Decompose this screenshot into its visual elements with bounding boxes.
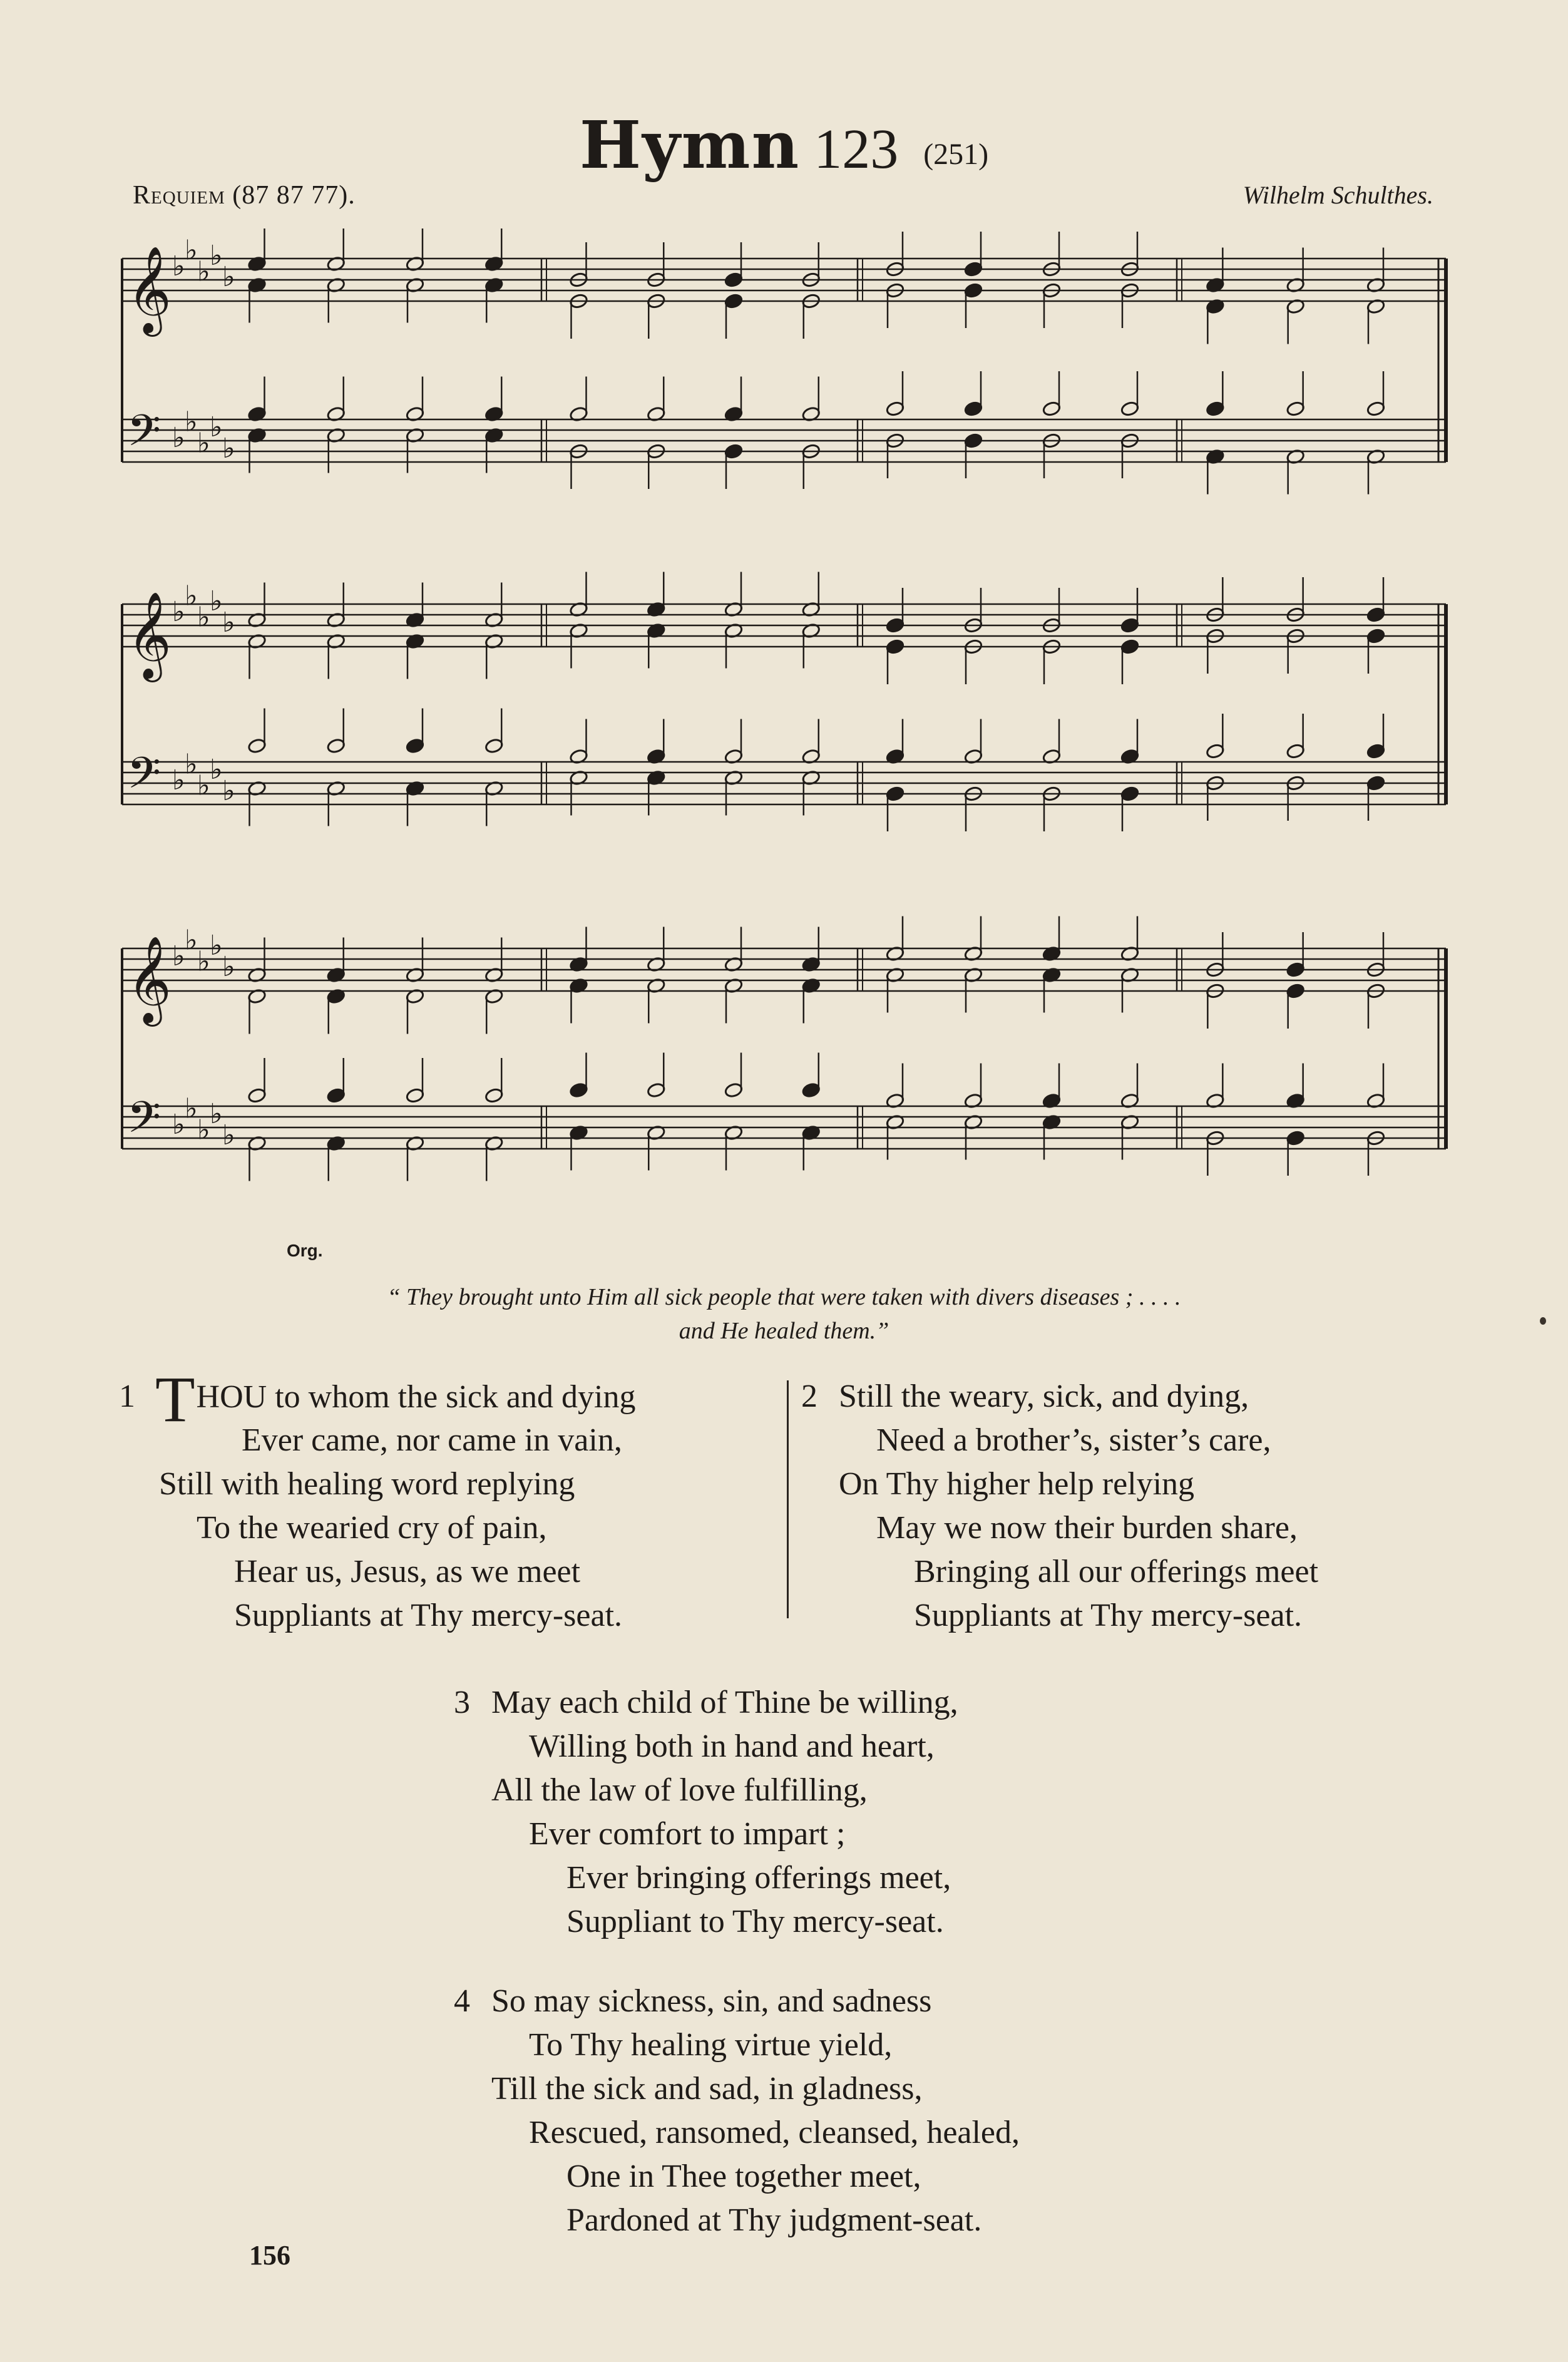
note-head bbox=[247, 738, 267, 754]
treble-clef: 𝄞 bbox=[127, 246, 172, 333]
flat-sign: ♭ bbox=[172, 1109, 185, 1141]
flat-sign: ♭ bbox=[172, 250, 185, 282]
flat-sign: ♭ bbox=[197, 945, 210, 978]
verse-line: Still with healing word replying bbox=[159, 1466, 575, 1502]
flat-sign: ♭ bbox=[222, 433, 235, 465]
flat-sign: ♭ bbox=[222, 607, 235, 639]
flat-sign: ♭ bbox=[172, 940, 185, 972]
verse-line: Hear us, Jesus, as we meet bbox=[234, 1554, 581, 1589]
flat-sign: ♭ bbox=[172, 422, 185, 454]
flat-sign: ♭ bbox=[222, 1119, 235, 1151]
flat-sign: ♭ bbox=[222, 951, 235, 983]
note-head bbox=[569, 1082, 588, 1099]
note-head bbox=[1206, 401, 1225, 417]
hymn-word: Hymn bbox=[579, 106, 801, 183]
note-head bbox=[1042, 401, 1062, 417]
tune-name: Requiem (87 87 77). bbox=[133, 181, 356, 210]
music-score bbox=[116, 228, 1455, 1274]
verse-line bbox=[155, 1363, 636, 1435]
flat-sign: ♭ bbox=[210, 585, 223, 617]
note-head bbox=[326, 1087, 346, 1104]
note-head bbox=[964, 433, 983, 449]
verse-line: Need a brother’s, sister’s care, bbox=[876, 1422, 1271, 1458]
drop-cap: T bbox=[155, 1363, 195, 1435]
note-head bbox=[1286, 401, 1305, 417]
note-head bbox=[1366, 628, 1386, 644]
organ-marking: Org. bbox=[287, 1241, 323, 1260]
flat-sign: ♭ bbox=[210, 240, 223, 272]
verse-line: Rescued, ransomed, cleansed, healed, bbox=[529, 2115, 1020, 2150]
verse-line-rest: HOU to whom the sick and dying bbox=[196, 1379, 636, 1415]
note-head bbox=[1286, 983, 1305, 999]
verse-line: To the wearied cry of pain, bbox=[197, 1510, 547, 1546]
note-head bbox=[801, 1082, 821, 1099]
flat-sign: ♭ bbox=[197, 769, 210, 802]
note-head bbox=[1366, 607, 1386, 623]
hymn-title bbox=[0, 106, 1568, 183]
flat-sign: ♭ bbox=[222, 775, 235, 807]
note-head bbox=[886, 617, 905, 634]
note-head bbox=[406, 738, 425, 754]
note-head bbox=[1206, 743, 1225, 759]
verse-line: May we now their burden share, bbox=[876, 1510, 1298, 1546]
verse-line: To Thy healing virtue yield, bbox=[529, 2027, 893, 2063]
epigraph-line-2: and He healed them.” bbox=[679, 1318, 889, 1344]
epigraph-line-1: “ They brought unto Him all sick people that were taken with divers diseases ; . . . . bbox=[387, 1284, 1181, 1310]
note-head bbox=[326, 738, 346, 754]
ink-speck bbox=[1540, 1317, 1546, 1325]
treble-clef: 𝄞 bbox=[127, 936, 172, 1023]
verse-line: Bringing all our offerings meet bbox=[914, 1554, 1319, 1589]
note-head bbox=[1120, 639, 1140, 655]
note-head bbox=[1366, 743, 1386, 759]
flat-sign: ♭ bbox=[197, 427, 210, 460]
verse-line: Suppliant to Thy mercy-seat. bbox=[566, 1904, 944, 1939]
flat-sign: ♭ bbox=[185, 406, 198, 438]
verse-number: 1 bbox=[119, 1379, 135, 1414]
flat-sign: ♭ bbox=[210, 411, 223, 443]
treble-clef: 𝄞 bbox=[127, 592, 172, 679]
verse-line: Willing both in hand and heart, bbox=[529, 1728, 935, 1764]
verse-line: So may sickness, sin, and sadness bbox=[491, 1983, 932, 2019]
note-head bbox=[724, 272, 744, 288]
verse-line: Ever came, nor came in vain, bbox=[242, 1422, 622, 1458]
note-head bbox=[724, 443, 744, 460]
flat-sign: ♭ bbox=[197, 255, 210, 288]
note-head bbox=[406, 1087, 425, 1104]
verse-3 bbox=[454, 1681, 1205, 1950]
note-head bbox=[1286, 962, 1305, 978]
note-head bbox=[1286, 1130, 1305, 1146]
verse-line: Suppliants at Thy mercy-seat. bbox=[234, 1598, 623, 1633]
verse-line: May each child of Thine be willing, bbox=[491, 1685, 958, 1720]
verse-1 bbox=[119, 1363, 782, 1644]
flat-sign: ♭ bbox=[185, 924, 198, 957]
flat-sign: ♭ bbox=[222, 261, 235, 293]
verse-line: One in Thee together meet, bbox=[566, 2159, 921, 2194]
flat-sign: ♭ bbox=[172, 596, 185, 628]
flat-sign: ♭ bbox=[197, 1114, 210, 1146]
note-head bbox=[1120, 401, 1140, 417]
verse-2 bbox=[801, 1375, 1490, 1644]
verse-line: Ever bringing offerings meet, bbox=[566, 1860, 951, 1896]
bass-clef: 𝄢 bbox=[127, 405, 161, 466]
page-number: 156 bbox=[249, 2240, 290, 2271]
flat-sign: ♭ bbox=[210, 930, 223, 962]
verse-number: 2 bbox=[801, 1379, 817, 1414]
note-head bbox=[484, 738, 504, 754]
note-head bbox=[1120, 786, 1140, 802]
note-head bbox=[724, 293, 744, 309]
note-head bbox=[1120, 617, 1140, 634]
flat-sign: ♭ bbox=[185, 580, 198, 612]
column-divider bbox=[787, 1380, 789, 1618]
note-head bbox=[724, 1082, 744, 1099]
note-head bbox=[647, 1082, 666, 1099]
flat-sign: ♭ bbox=[210, 754, 223, 786]
verse-number: 3 bbox=[454, 1685, 470, 1720]
verse-line: Till the sick and sad, in gladness, bbox=[491, 2071, 923, 2107]
verse-line: On Thy higher help relying bbox=[839, 1466, 1195, 1502]
hymn-number: 123 bbox=[814, 118, 899, 180]
verse-line: Suppliants at Thy mercy-seat. bbox=[914, 1598, 1303, 1633]
flat-sign: ♭ bbox=[185, 234, 198, 267]
note-head bbox=[964, 282, 983, 299]
flat-sign: ♭ bbox=[210, 1098, 223, 1130]
note-head bbox=[886, 786, 905, 802]
bass-clef: 𝄢 bbox=[127, 1092, 161, 1153]
note-head bbox=[1366, 775, 1386, 791]
verse-line: All the law of love fulfilling, bbox=[491, 1772, 868, 1808]
alt-number: (251) bbox=[923, 138, 989, 171]
note-head bbox=[964, 261, 983, 277]
note-head bbox=[247, 1087, 267, 1104]
bass-clef: 𝄢 bbox=[127, 747, 161, 809]
note-head bbox=[484, 1087, 504, 1104]
verse-4 bbox=[454, 1979, 1205, 2249]
verse-line: Still the weary, sick, and dying, bbox=[839, 1379, 1249, 1414]
note-head bbox=[1366, 401, 1386, 417]
flat-sign: ♭ bbox=[172, 764, 185, 796]
verse-number: 4 bbox=[454, 1983, 470, 2019]
composer: Wilhelm Schulthes. bbox=[1243, 181, 1433, 209]
flat-sign: ♭ bbox=[185, 1092, 198, 1125]
note-head bbox=[964, 401, 983, 417]
flat-sign: ♭ bbox=[197, 601, 210, 634]
verse-line: Pardoned at Thy judgment-seat. bbox=[566, 2202, 982, 2238]
note-head bbox=[886, 639, 905, 655]
note-head bbox=[1286, 743, 1305, 759]
flat-sign: ♭ bbox=[185, 748, 198, 781]
verse-line: Ever comfort to impart ; bbox=[529, 1816, 846, 1852]
note-head bbox=[886, 401, 905, 417]
